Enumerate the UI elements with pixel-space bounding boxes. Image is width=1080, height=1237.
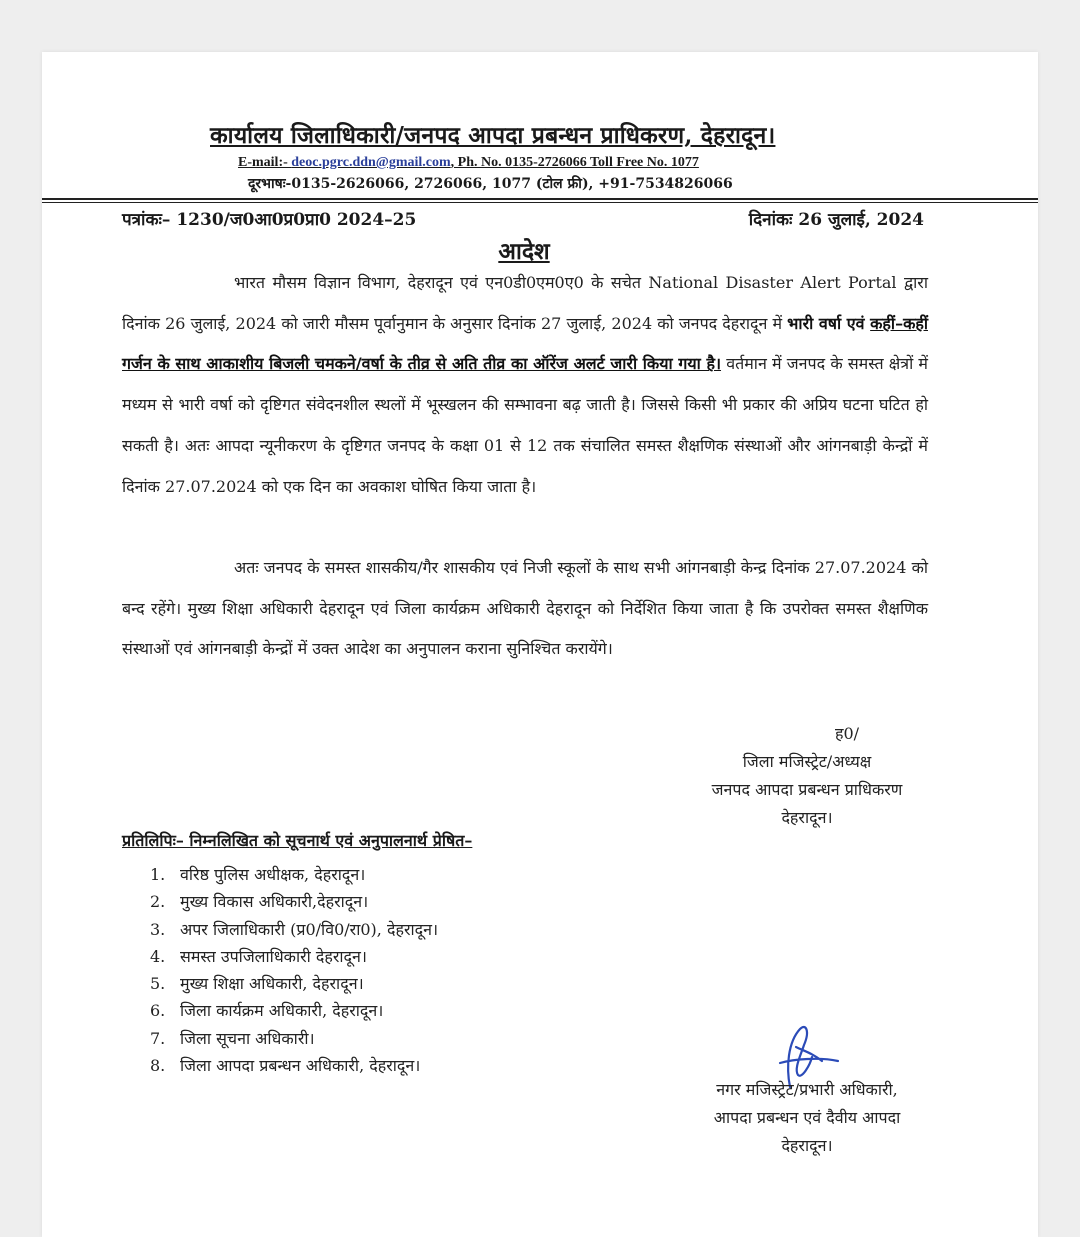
p2-text: अतः जनपद के समस्त शासकीय/गैर शासकीय एवं निजी स्कूलों के साथ सभी आंगनबाड़ी केन्द्र दिनांक 27.07.2024 को बन्द रहेंगे। मुख्य शिक्षा अधिकारी देहरादून एवं जिला कार्यक्रम अधिकारी देहरादून को निर्देशित किया जाता है कि उपरोक्त समस्त शैक्षणिक संस्थाओं एवं आंगनबाड़ी केन्द्रों में उक्त आदेश का अनुपालन कराना सुनिश्चित करायेंगे। — [122, 558, 928, 659]
list-item: 1. वरिष्ठ पुलिस अधीक्षक, देहरादून। — [150, 865, 366, 884]
signatory-authority: जनपद आपदा प्रबन्धन प्राधिकरण — [711, 780, 903, 799]
signatory2-department: आपदा प्रबन्धन एवं दैवीय आपदा — [713, 1108, 901, 1127]
signatory-designation: जिला मजिस्ट्रेट/अध्यक्ष — [742, 752, 872, 771]
signed-mark: ह0/ — [834, 724, 860, 743]
order-paragraph-2 — [122, 548, 928, 670]
reference-number: पत्रांकः– 1230/ज0आ0प्र0प्रा0 2024–25 — [122, 210, 417, 230]
list-item: 3. अपर जिलाधिकारी (प्र0/वि0/रा0), देहरादून। — [150, 919, 439, 939]
document-page — [42, 52, 1038, 1237]
order-title: आदेश — [498, 238, 550, 265]
signatory-place: देहरादून। — [781, 808, 833, 827]
order-paragraph-1 — [122, 263, 928, 507]
list-item: 5. मुख्य शिक्षा अधिकारी, देहरादून। — [150, 974, 364, 994]
p1-bold-alert: कहीं–कहीं गर्जन के साथ आकाशीय बिजली चमकने/वर्षा के तीव्र से अति तीव्र का ऑरेंज अलर्ट जारी किया गया है। — [122, 313, 928, 374]
email-label: E-mail:- — [238, 155, 292, 170]
header-divider-thin — [42, 202, 1038, 203]
order-date: दिनांकः 26 जुलाई, 2024 — [748, 210, 924, 230]
list-item: 6. जिला कार्यक्रम अधिकारी, देहरादून। — [150, 1001, 384, 1021]
contact-phones-line: दूरभाषः-0135-2626066, 2726066, 1077 (टोल फ्री), +91-7534826066 — [248, 176, 733, 192]
header-divider — [42, 198, 1038, 200]
p1-bold-1: भारी वर्षा एवं — [787, 313, 871, 333]
p1-text-b: वर्तमान में जनपद के समस्त क्षेत्रों में मध्यम से भारी वर्षा को दृष्टिगत संवेदनशील स्थलों में भूस्खलन की सम्भावना बढ़ जाती है। जिससे किसी भी प्रकार की अप्रिय घटना घटित हो सकती है। अतः आपदा न्यूनीकरण के दृष्टिगत जनपद के कक्षा 01 से 12 तक संचालित समस्त शैक्षणिक संस्थाओं और आंगनबाड़ी केन्द्रों में दिनांक 27.07.2024 को एक दिन का अवकाश घोषित किया जाता है। — [122, 354, 928, 496]
city-magistrate-signature-block — [662, 1076, 952, 1160]
list-item: 4. समस्त उपजिलाधिकारी देहरादून। — [150, 946, 367, 966]
email-link[interactable]: deoc.pgrc.ddn@gmail.com — [291, 155, 451, 170]
list-item: 8. जिला आपदा प्रबन्धन अधिकारी, देहरादून। — [150, 1056, 421, 1076]
list-item: 2. मुख्य विकास अधिकारी,देहरादून। — [150, 892, 369, 912]
office-title: कार्यालय जिलाधिकारी/जनपद आपदा प्रबन्धन प्राधिकरण, देहरादून। — [210, 122, 776, 149]
signatory2-designation: नगर मजिस्ट्रेट/प्रभारी अधिकारी, — [716, 1080, 898, 1099]
p1-text-a: भारत मौसम विज्ञान विभाग, देहरादून एवं एन0डी0एम0ए0 के सचेत National Disaster Alert Portal द्वारा दिनांक 26 जुलाई, 2024 को जारी मौसम पूर्वानुमान के अनुसार दिनांक 27 जुलाई, 2024 को जनपद देहरादून में — [122, 273, 928, 333]
copy-to-heading: प्रतिलिपिः– निम्नलिखित को सूचनार्थ एवं अनुपालनार्थ प्रेषित– — [122, 831, 473, 850]
contact-email-line — [238, 155, 699, 171]
list-item: 7. जिला सूचना अधिकारी। — [150, 1028, 315, 1048]
phone-tollfree: , Ph. No. 0135-2726066 Toll Free No. 1077 — [450, 155, 699, 170]
district-magistrate-signature-block — [662, 720, 952, 832]
copy-recipient-list — [150, 861, 438, 1079]
signatory2-place: देहरादून। — [781, 1136, 833, 1155]
